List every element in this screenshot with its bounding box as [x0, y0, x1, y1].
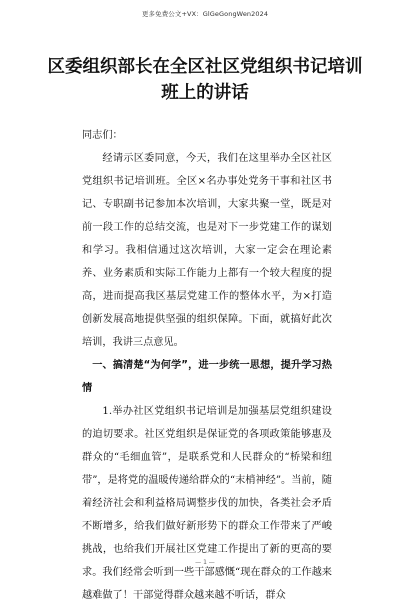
document-title: 区委组织部长在全区社区党组织书记培训班上的讲话 [47, 57, 363, 103]
page-number: — 1 — [195, 559, 215, 566]
header-note: 更多免费公文+VX：GlGeGongWen2024 [141, 10, 269, 18]
document-body [82, 124, 332, 607]
section-heading: 一、搞清楚“为何学”，进一步统一思想，提升学习热情 [82, 360, 332, 394]
salutation: 同志们： [82, 130, 123, 141]
paragraph: 1.举办社区党组织书记培训是加强基层党组织建设的迫切要求。社区党组织是保证党的各项政策能够惠及群众的“毛细血管”，是联系党和人民群众的“桥梁和纽带”，是将党的温暖传递给群众的“末梢神经”。当前，随着经济社会和利益格局调整步伐的加快，各类社会矛盾不断增多，给我们做好新形势下的群众工作带来了严峻挑战，也给我们开展社区党建工作提出了新的更高的要求。我们经常会听到一些干部感慨“现在群众的工作越来越难做了！干部觉得群众越来越不听话，群众 [82, 406, 332, 601]
paragraph: 经请示区委同意，今天，我们在这里举办全区社区党组织书记培训班。全区×名办事处党务干事和社区书记、专职副书记参加本次培训，大家共聚一堂，既是对前一段工作的总结交流，也是对下一步党建工作的谋划和学习。我相信通过这次培训，大家一定会在理论素养、业务素质和实际工作能力上都有一个较大程度的提高，进而提高我区基层党建工作的整体水平，为×打造创新发展高地提供坚强的组织保障。下面，就搞好此次培训，我讲三点意见。 [82, 153, 332, 348]
